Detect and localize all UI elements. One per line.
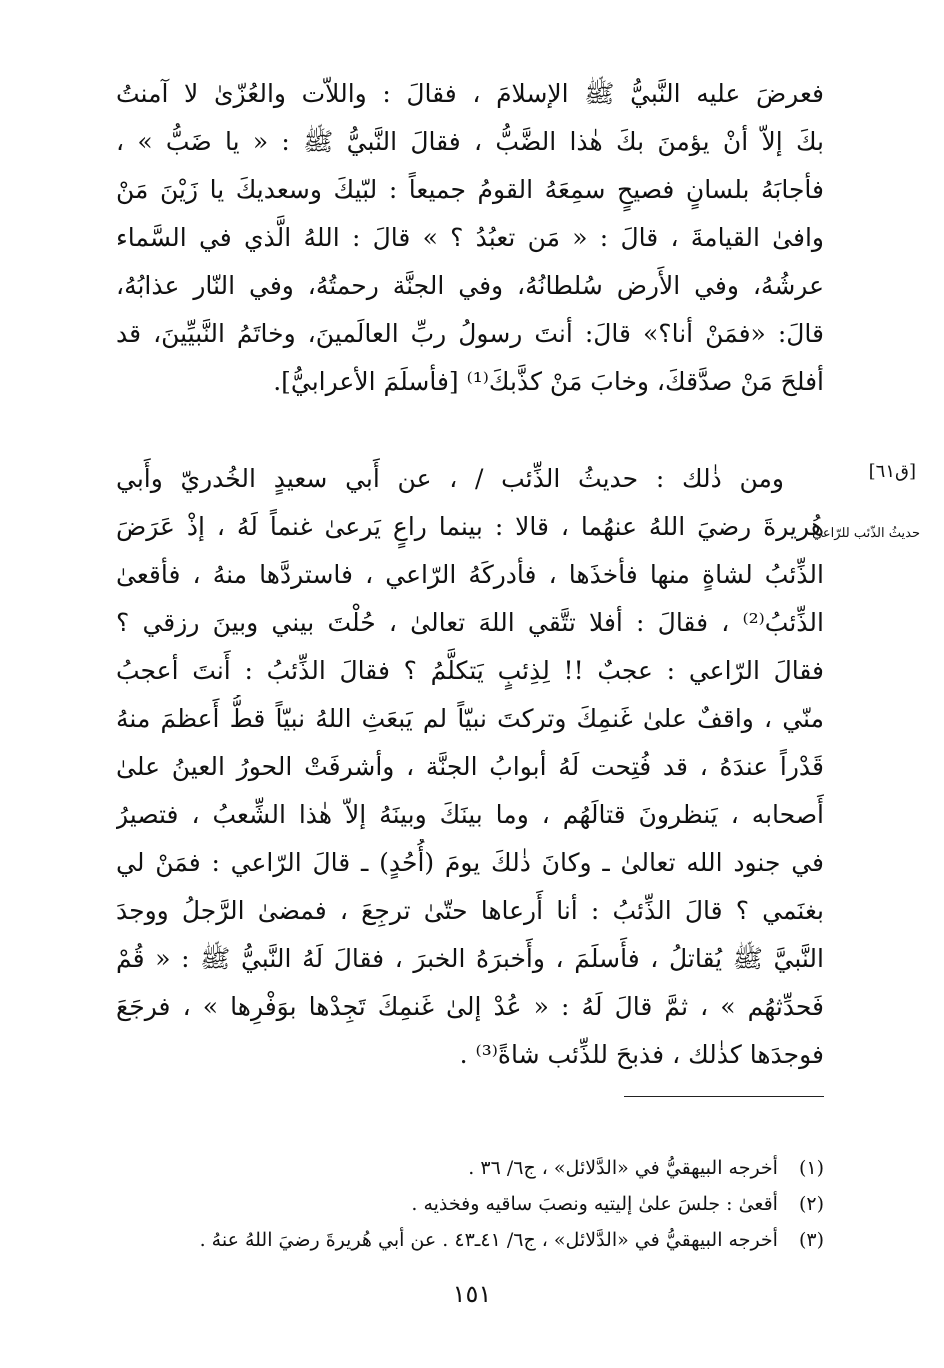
text-line: بكَ إلاّ أنْ يؤمنَ بكَ هٰذا الضَّبُّ ، فقالَ النَّبيُّ ﷺ : « يا ضَبُّ » ،	[116, 127, 824, 156]
footnote-number: (٣)	[798, 1229, 824, 1251]
text-line: عرشُهُ، وفي الأَرض سُلطانُهُ، وفي الجنَّة رحمتُهُ، وفي النّار عذابُهُ،	[116, 271, 824, 300]
text-line: قالَ: «فمَنْ أنا؟» قالَ: أنتَ رسولُ ربِّ العالَمينَ، وخاتَمُ النَّبيِّينَ، قد	[116, 319, 824, 348]
text-line: أَصحابه ، يَنظرونَ قتالَهُم ، وما بينَكَ وبينَهُ إلاّ هٰذا الشِّعبُ ، فتصيرُ	[116, 800, 824, 829]
text-line: وافىٰ القيامةَ ، قالَ : « مَن تعبُدُ ؟ » قالَ : اللهُ الَّذي في السَّماء	[116, 223, 824, 252]
footnote-text: أخرجه البيهقيُّ في «الدَّلائل» ، ج٦/ ٤١ـ٤٣ . عن أبي هُريرةَ رضيَ اللهُ عنهُ .	[199, 1229, 778, 1251]
text-line: الذِّئبُ⁽²⁾ ، فقالَ : أفلا تتَّقي اللهَ تعالىٰ ، حُلْتَ بيني وبينَ رزقي ؟	[116, 608, 824, 637]
text-line: أفلحَ مَنْ صدَّقكَ، وخابَ مَنْ كذَّبكَ⁽¹⁾ [فأسلَمَ الأعرابيُّ].	[273, 367, 824, 396]
footnote-separator	[624, 1096, 824, 1097]
text-line: في جنود الله تعالىٰ ـ وكانَ ذٰلكَ يومَ (أُحُدٍ) ـ قالَ الرّاعي : فمَنْ لي	[116, 848, 824, 877]
page-number: ١٥١	[452, 1280, 492, 1308]
text-line: فأجابَهُ بلسانٍ فصيحٍ سمِعَهُ القومُ جميعاً : لبّيكَ وسعديكَ يا زَيْنَ مَنْ	[116, 175, 824, 204]
paragraph-2	[116, 455, 824, 1079]
text-line: منّي ، واقفٌ علىٰ غَنمِكَ وتركتَ نبيّاً لم يَبعَثِ اللهُ نبيّاً قطُّ أَعظمَ منهُ	[116, 704, 824, 733]
text-line: ومن ذٰلك : حديثُ الذِّئب / ، عن أَبي سعيدٍ الخُدريّ وأَبي	[116, 464, 784, 493]
folio-reference: [ق٦١]	[868, 461, 916, 482]
paragraph-1	[116, 70, 824, 406]
text-line: فوجدَها كذٰلك ، فذبحَ للذِّئب شاةً⁽³⁾ .	[459, 1040, 824, 1069]
footnote-number: (١)	[798, 1157, 824, 1179]
text-line: الذِّئبُ لشاةٍ منها فأخذَها ، فأدركَهُ الرّاعي ، فاستردَّها منهُ ، فأقعىٰ	[116, 560, 824, 589]
footnote-text: أقعىٰ : جلسَ علىٰ إليتيه ونصبَ ساقيه وفخذيه .	[411, 1193, 778, 1215]
text-line: فعرضَ عليه النَّبيُّ ﷺ الإسلامَ ، فقالَ : واللاّت والعُزّىٰ لا آمنتُ	[116, 79, 824, 108]
footnotes	[116, 1150, 824, 1258]
text-line: النَّبيَّ ﷺ يُقاتلُ ، فأَسلَمَ ، وأَخبرَهُ الخبرَ ، فقالَ لَهُ النَّبيُّ ﷺ : « قُمْ	[116, 944, 824, 973]
footnote	[116, 1222, 824, 1258]
footnote	[116, 1186, 824, 1222]
text-line: بغنَمي ؟ قالَ الذِّئبُ : أنا أَرعاها حتّىٰ ترجِعَ ، فمضىٰ الرَّجلُ ووجدَ	[116, 896, 824, 925]
text-line: فقالَ الرّاعي : عجبٌ !! لِذِئبٍ يَتكلَّمُ ؟ فقالَ الذِّئبُ : أَنتَ أعجبُ	[116, 656, 824, 685]
footnote	[116, 1150, 824, 1186]
footnote-text: أخرجه البيهقيُّ في «الدَّلائل» ، ج٦/ ٣٦ .	[468, 1157, 778, 1179]
text-line: قَدْراً عندَهُ ، قد فُتِحت لَهُ أبوابُ الجنَّة ، وأشرفَتْ الحورُ العينُ علىٰ	[116, 752, 824, 781]
text-line: هُريرةَ رضيَ اللهُ عنهُما ، قالا : بينما راعٍ يَرعىٰ غنماً لَهُ ، إذْ عَرَضَ	[116, 512, 824, 541]
margin-note: حديثُ الذّئب للرّاعي	[812, 526, 920, 541]
text-line: فَحدِّثهُم » ، ثمَّ قالَ لَهُ : « عُدْ إلىٰ غَنمِكَ تَجِدْها بوَفْرِها » ، فرجَعَ	[116, 992, 824, 1021]
footnote-number: (٢)	[798, 1193, 824, 1215]
